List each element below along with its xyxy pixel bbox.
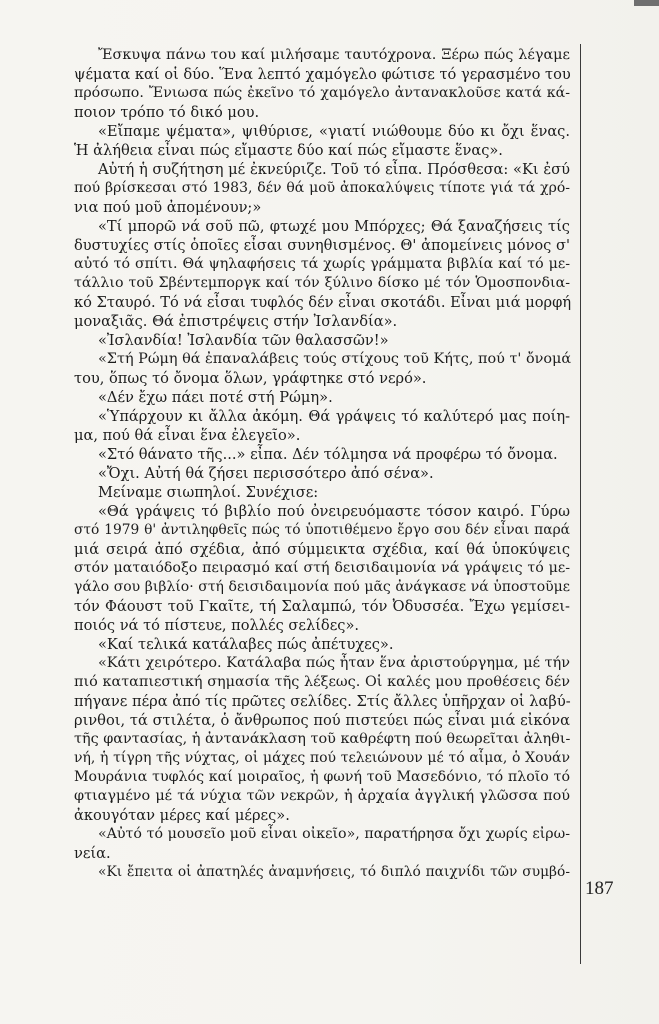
text-line: «Θά γράψεις τό βιβλίο πού ὀνειρευόμαστε τόσον καιρό. Γύρω bbox=[98, 503, 570, 520]
text-line: τόν Φάουστ τοῦ Γκαῖτε, τή Σαλαμπώ, τόν Ὀδυσσέα. Ἔχω γεμίσει- bbox=[74, 598, 570, 615]
text-line: «Ἰσλανδία! Ἰσλανδία τῶν θαλασσῶν!» bbox=[98, 332, 389, 349]
text-line: «Κάτι χειρότερο. Κατάλαβα πώς ἦταν ἕνα ἀριστούργημα, μέ τήν bbox=[98, 655, 570, 671]
text-line: ποιός νά τό πίστευε, πολλές σελίδες». bbox=[74, 617, 360, 634]
text-line: «Κι ἔπειτα οἱ ἀπατηλές ἀναμνήσεις, τό διπλό παιχνίδι τῶν συμβό- bbox=[98, 864, 570, 880]
text-line: πού βρίσκεσαι στό 1983, δέν θά μοῦ ἀποκαλύψεις τίποτε γιά τά χρό- bbox=[74, 180, 570, 196]
text-line: «Ὄχι. Αὐτή θά ζήσει περισσότερο ἀπό σένα». bbox=[98, 465, 434, 482]
text-line: Μείναμε σιωπηλοί. Συνέχισε: bbox=[98, 484, 319, 501]
text-line: ἀκουγόταν μέρες καί μέρες». bbox=[74, 807, 290, 824]
text-line: μοναξιᾶς. Θά ἐπιστρέψεις στήν Ἰσλανδία». bbox=[74, 313, 398, 330]
text-line: Ἔσκυψα πάνω του καί μιλήσαμε ταυτόχρονα. Ξέρω πώς λέγαμε bbox=[98, 47, 570, 63]
text-line: «Τί μπορῶ νά σοῦ πῶ, φτωχέ μου Μπόρχες; Θά ξαναζήσεις τίς bbox=[98, 218, 570, 235]
margin-rule bbox=[580, 44, 581, 964]
text-line: Μουράνια τυφλός καί μοιραῖος, ἡ φωνή τοῦ Μασεδόνιο, τό πλοῖο τό bbox=[74, 769, 570, 785]
text-line: Αὐτή ἡ συζήτηση μέ ἐκνεύριζε. Τοῦ τό εἶπα. Πρόσθεσα: «Κι ἐσύ bbox=[98, 161, 570, 178]
text-line: μα, πού θά εἶναι ἕνα ἐλεγεῖο». bbox=[74, 427, 301, 444]
text-line: «Στό θάνατο τῆς...» εἶπα. Δέν τόλμησα νά προφέρω τό ὄνομα. bbox=[98, 446, 558, 463]
text-line: στό 1979 θ' ἀντιληφθεῖς πώς τό ὑποτιθέμενο ἔργο σου δέν εἶναι παρά bbox=[74, 522, 570, 538]
text-line: φτιαγμένο μέ τά νύχια τῶν νεκρῶν, ἡ ἀρχαία ἀγγλική γλῶσσα πού bbox=[74, 788, 570, 804]
text-line: «Ὑπάρχουν κι ἄλλα ἀκόμη. Θά γράψεις τό καλύτερό μας ποίη- bbox=[98, 408, 570, 425]
text-line: στόν ματαιόδοξο πειρασμό καί στή δεισιδαιμονία νά γράψεις τό με- bbox=[74, 560, 570, 576]
body-text bbox=[74, 46, 570, 882]
text-line: μιά σειρά ἀπό σχέδια, ἀπό σύμμεικτα σχέδια, καί θά ὑποκύψεις bbox=[74, 541, 570, 558]
page-number: 187 bbox=[585, 878, 614, 899]
text-line: «Στή Ρώμη θά ἐπαναλάβεις τούς στίχους τοῦ Κήτς, πού τ' ὄνομά bbox=[98, 351, 572, 367]
text-line: γάλο σου βιβλίο· στή δεισιδαιμονία πού μᾶς ἀνάγκασε νά ὑποστοῦμε bbox=[74, 579, 570, 595]
text-line: δυστυχίες στίς ὁποῖες εἶσαι συνηθισμένος. Θ' ἀπομείνεις μόνος σ' bbox=[74, 237, 570, 254]
text-line: τῆς φαντασίας, ἡ ἀντανάκλαση τοῦ καθρέφτη πού θεωρεῖται ἀληθι- bbox=[74, 731, 571, 747]
text-line: νή, ἡ τίγρη τῆς νύχτας, οἱ μάχες πού τελειώνουν μέ τό αἷμα, ὁ Χουάν bbox=[74, 750, 570, 766]
text-line: του, ὅπως τό ὄνομα ὅλων, γράφτηκε στό νερό». bbox=[74, 370, 427, 387]
text-line: πρόσωπο. Ἔνιωσα πώς ἐκεῖνο τό χαμόγελο ἀντανακλοῦσε κατά κά- bbox=[74, 85, 570, 101]
text-line: Ἡ ἀλήθεια εἶναι πώς εἴμαστε δύο καί πώς εἴμαστε ἕνας». bbox=[74, 142, 503, 159]
text-line: πήγανε πέρα ἀπό τίς πρῶτες σελίδες. Στίς ἄλλες ὑπῆρχαν οἱ λαβύ- bbox=[74, 693, 571, 710]
text-line: κό Σταυρό. Τό νά εἶσαι τυφλός δέν εἶναι σκοτάδι. Εἶναι μιά μορφή bbox=[74, 294, 572, 311]
text-line: αὐτό τό σπίτι. Θά ψηλαφήσεις τά χωρίς γράμματα βιβλία καί τό με- bbox=[74, 256, 570, 272]
text-line: νεία. bbox=[74, 845, 111, 862]
text-line: ψέματα καί οἱ δύο. Ἕνα λεπτό χαμόγελο φώτισε τό γερασμένο του bbox=[74, 66, 571, 83]
scan-edge-mark bbox=[634, 0, 659, 6]
text-line: πιό καταπιεστική σημασία τῆς λέξεως. Οἱ καλές μου προθέσεις δέν bbox=[74, 674, 570, 690]
text-line: ρινθοι, τά στιλέτα, ὁ ἄνθρωπος πού πιστεύει πώς εἶναι μιά εἰκόνα bbox=[74, 712, 570, 729]
text-line: «Δέν ἔχω πάει ποτέ στή Ρώμη». bbox=[98, 389, 333, 406]
text-line: «Καί τελικά κατάλαβες πώς ἀπέτυχες». bbox=[98, 636, 394, 653]
text-line: νια πού μοῦ ἀπομένουν;» bbox=[74, 199, 262, 216]
text-line: «Εἴπαμε ψέματα», ψιθύρισε, «γιατί νιώθουμε δύο κι ὄχι ἕνας. bbox=[98, 123, 570, 140]
text-line: τάλλιο τοῦ Σβέντεμποργκ καί τόν ξύλινο δίσκο μέ τόν Ὁμοσπονδια- bbox=[74, 275, 570, 291]
text-line: «Αὐτό τό μουσεῖο μοῦ εἶναι οἰκεῖο», παρατήρησα ὄχι χωρίς εἰρω- bbox=[98, 826, 570, 842]
text-line: ποιον τρόπο τό δικό μου. bbox=[74, 104, 260, 121]
